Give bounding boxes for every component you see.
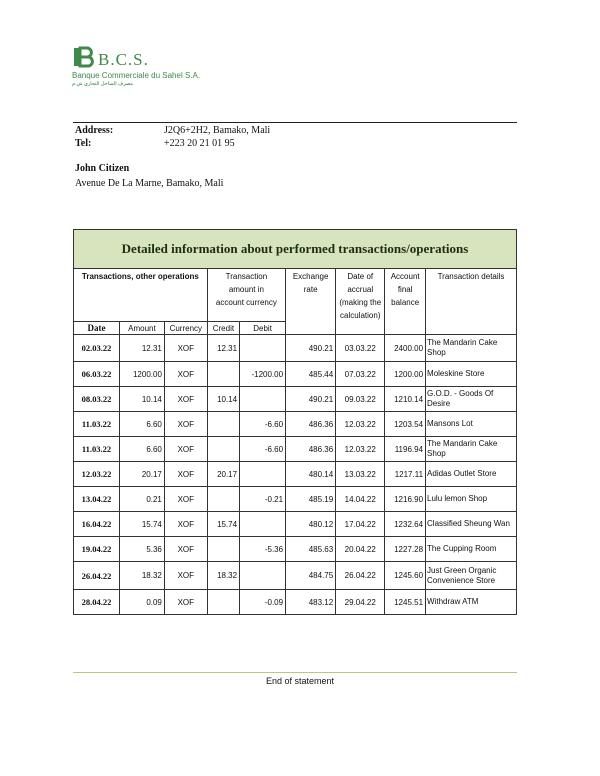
row-date: 08.03.22 [74, 387, 120, 412]
row-currency: XOF [164, 512, 207, 537]
row-exchange-rate: 485.44 [286, 362, 336, 387]
row-details: Moleskine Store [426, 362, 517, 387]
row-debit [240, 387, 286, 412]
subheader-amount: Amount [119, 322, 164, 335]
row-date: 26.04.22 [74, 562, 120, 590]
row-exchange-rate: 485.19 [286, 487, 336, 512]
row-accrual-date: 17.04.22 [336, 512, 385, 537]
table-row [74, 462, 517, 487]
row-currency: XOF [164, 362, 207, 387]
address-label: Address: [75, 125, 114, 136]
row-date: 12.03.22 [74, 462, 120, 487]
row-exchange-rate: 486.36 [286, 412, 336, 437]
row-amount: 10.14 [119, 387, 164, 412]
row-accrual-date: 14.04.22 [336, 487, 385, 512]
subheader-date: Date [74, 322, 120, 335]
row-balance: 1196.94 [385, 437, 426, 462]
row-currency: XOF [164, 387, 207, 412]
row-exchange-rate: 480.12 [286, 512, 336, 537]
row-details: Adidas Outlet Store [426, 462, 517, 487]
row-amount: 1200.00 [119, 362, 164, 387]
row-currency: XOF [164, 590, 207, 615]
row-accrual-date: 07.03.22 [336, 362, 385, 387]
row-balance: 1217.11 [385, 462, 426, 487]
table-row [74, 362, 517, 387]
bank-logo-letters: B.C.S. [98, 50, 149, 69]
row-currency: XOF [164, 487, 207, 512]
row-amount: 20.17 [119, 462, 164, 487]
row-details: The Cupping Room [426, 537, 517, 562]
row-credit [207, 437, 239, 462]
row-debit: -6.60 [240, 412, 286, 437]
header-exchange-rate: Exchange rate [286, 269, 336, 335]
table-row [74, 590, 517, 615]
row-details: The Mandarin Cake Shop [426, 335, 517, 362]
row-accrual-date: 29.04.22 [336, 590, 385, 615]
table-row [74, 437, 517, 462]
row-debit: -0.21 [240, 487, 286, 512]
row-credit: 12.31 [207, 335, 239, 362]
header-divider [73, 122, 517, 123]
row-exchange-rate: 484.75 [286, 562, 336, 590]
table-row [74, 387, 517, 412]
row-date: 28.04.22 [74, 590, 120, 615]
row-amount: 18.32 [119, 562, 164, 590]
row-details: The Mandarin Cake Shop [426, 437, 517, 462]
row-currency: XOF [164, 537, 207, 562]
row-details: Lulu lemon Shop [426, 487, 517, 512]
row-amount: 5.36 [119, 537, 164, 562]
table-row [74, 512, 517, 537]
row-credit [207, 537, 239, 562]
subheader-debit: Debit [240, 322, 286, 335]
table-row [74, 562, 517, 590]
row-balance: 1232.64 [385, 512, 426, 537]
row-balance: 1200.00 [385, 362, 426, 387]
row-balance: 2400.00 [385, 335, 426, 362]
row-details: G.O.D. - Goods Of Desire [426, 387, 517, 412]
customer-name: John Citizen [75, 163, 130, 174]
header-operations: Transactions, other operations [74, 269, 208, 322]
row-balance: 1210.14 [385, 387, 426, 412]
row-details: Withdraw ATM [426, 590, 517, 615]
row-currency: XOF [164, 412, 207, 437]
footer-divider [73, 672, 517, 673]
row-amount: 12.31 [119, 335, 164, 362]
table-row [74, 537, 517, 562]
row-debit [240, 512, 286, 537]
row-details: Just Green Organic Convenience Store [426, 562, 517, 590]
row-date: 11.03.22 [74, 437, 120, 462]
header-details: Transaction details [426, 269, 517, 335]
row-amount: 0.21 [119, 487, 164, 512]
row-date: 11.03.22 [74, 412, 120, 437]
row-date: 06.03.22 [74, 362, 120, 387]
bank-logo-icon [72, 44, 96, 68]
row-credit [207, 412, 239, 437]
row-currency: XOF [164, 562, 207, 590]
row-exchange-rate: 480.14 [286, 462, 336, 487]
row-details: Classified Sheung Wan [426, 512, 517, 537]
row-debit: -6.60 [240, 437, 286, 462]
row-balance: 1227.28 [385, 537, 426, 562]
row-currency: XOF [164, 335, 207, 362]
row-accrual-date: 12.03.22 [336, 437, 385, 462]
row-accrual-date: 03.03.22 [336, 335, 385, 362]
bank-name-arabic: مصرف الساحل التجاري ش.م [72, 81, 133, 87]
row-exchange-rate: 485.63 [286, 537, 336, 562]
bank-name: Banque Commerciale du Sahel S.A. [72, 71, 201, 80]
row-date: 19.04.22 [74, 537, 120, 562]
row-amount: 6.60 [119, 412, 164, 437]
row-debit [240, 562, 286, 590]
row-debit [240, 462, 286, 487]
row-credit: 20.17 [207, 462, 239, 487]
row-exchange-rate: 483.12 [286, 590, 336, 615]
row-accrual-date: 12.03.22 [336, 412, 385, 437]
row-debit: -5.36 [240, 537, 286, 562]
tel-value: +223 20 21 01 95 [164, 138, 235, 149]
customer-address: Avenue De La Marne, Bamako, Mali [75, 178, 224, 189]
row-accrual-date: 20.04.22 [336, 537, 385, 562]
row-details: Mansons Lot [426, 412, 517, 437]
row-debit: -0.09 [240, 590, 286, 615]
row-exchange-rate: 490.21 [286, 335, 336, 362]
row-credit [207, 590, 239, 615]
tel-label: Tel: [75, 138, 92, 149]
row-balance: 1203.54 [385, 412, 426, 437]
row-debit [240, 335, 286, 362]
table-row [74, 487, 517, 512]
end-of-statement: End of statement [265, 676, 335, 686]
header-accrual-date: Date of accrual (making the calculation) [336, 269, 385, 335]
row-balance: 1216.90 [385, 487, 426, 512]
row-balance: 1245.51 [385, 590, 426, 615]
table-row [74, 335, 517, 362]
row-balance: 1245.60 [385, 562, 426, 590]
row-credit: 18.32 [207, 562, 239, 590]
row-amount: 6.60 [119, 437, 164, 462]
table-row [74, 412, 517, 437]
subheader-credit: Credit [207, 322, 239, 335]
row-credit [207, 487, 239, 512]
address-value: J2Q6+2H2, Bamako, Mali [164, 125, 271, 136]
bank-logo [72, 44, 232, 92]
table-title: Detailed information about performed transactions/operations [74, 230, 517, 269]
row-date: 16.04.22 [74, 512, 120, 537]
row-amount: 15.74 [119, 512, 164, 537]
row-debit: -1200.00 [240, 362, 286, 387]
row-currency: XOF [164, 437, 207, 462]
row-currency: XOF [164, 462, 207, 487]
header-final-balance: Account final balance [385, 269, 426, 335]
row-exchange-rate: 490.21 [286, 387, 336, 412]
row-accrual-date: 26.04.22 [336, 562, 385, 590]
subheader-currency: Currency [164, 322, 207, 335]
row-accrual-date: 13.03.22 [336, 462, 385, 487]
row-accrual-date: 09.03.22 [336, 387, 385, 412]
transactions-table [73, 229, 517, 615]
header-amount-in-currency: Transaction amount in account currency [207, 269, 285, 322]
row-credit: 15.74 [207, 512, 239, 537]
row-date: 02.03.22 [74, 335, 120, 362]
row-amount: 0.09 [119, 590, 164, 615]
row-date: 13.04.22 [74, 487, 120, 512]
row-credit [207, 362, 239, 387]
row-credit: 10.14 [207, 387, 239, 412]
row-exchange-rate: 486.36 [286, 437, 336, 462]
